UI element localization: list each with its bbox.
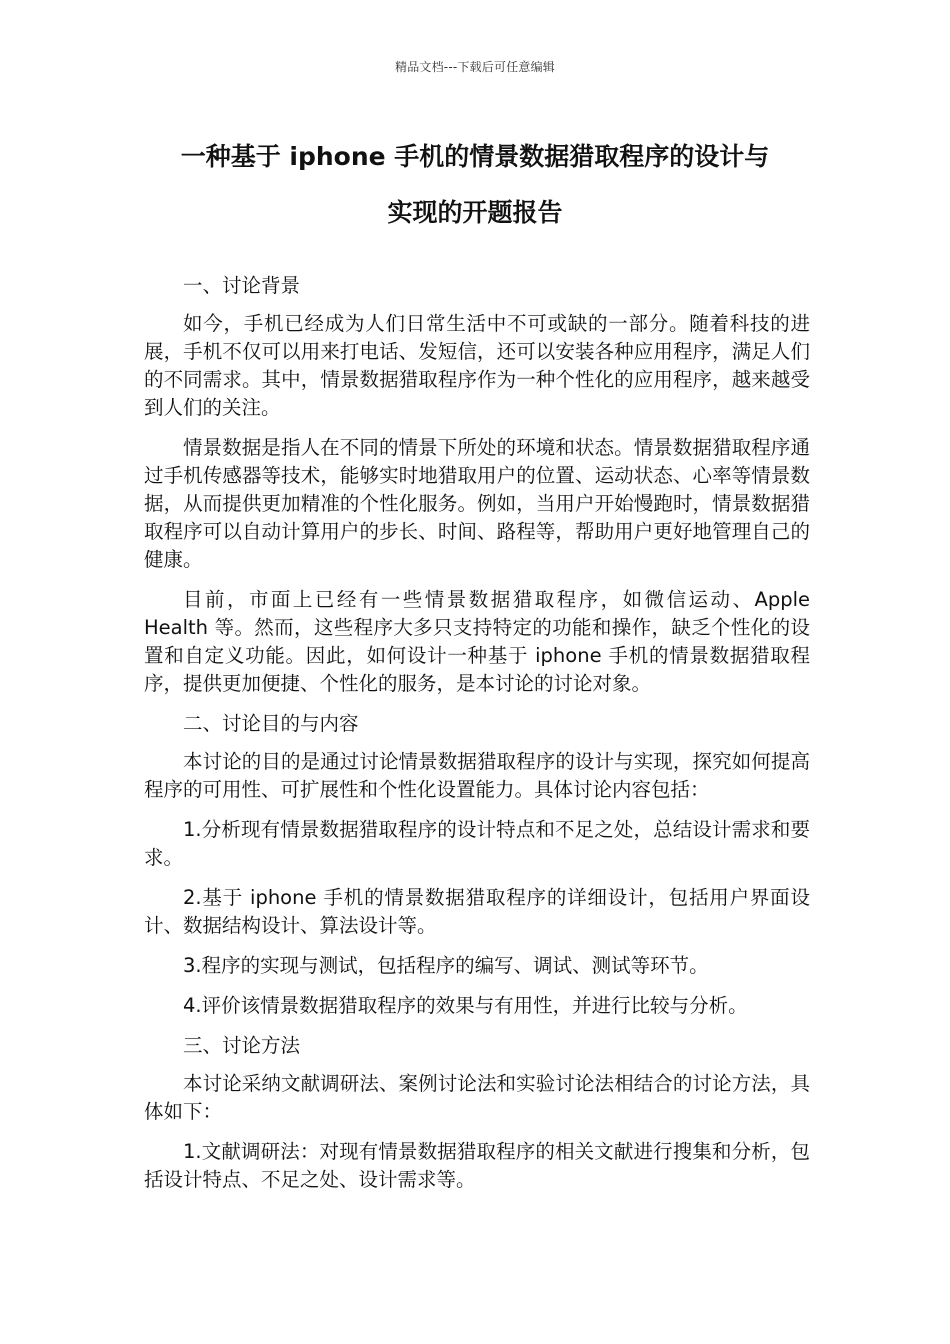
list-item: 1.分析现有情景数据猎取程序的设计特点和不足之处，总结设计需求和要求。 [144,818,810,869]
section-heading-method: 三、讨论方法 [183,1034,301,1057]
document-body [144,272,810,1206]
paragraph: 如今，手机已经成为人们日常生活中不可或缺的一部分。随着科技的进展，手机不仅可以用来打电话、发短信，还可以安装各种应用程序，满足人们的不同需求。其中，情景数据猎取程序作为一种个性化的应用程序，越来越受到人们的关注。 [144,312,810,419]
paragraph: 本讨论采纳文献调研法、案例讨论法和实验讨论法相结合的讨论方法，具体如下： [144,1072,810,1123]
list-item: 2.基于 iphone 手机的情景数据猎取程序的详细设计，包括用户界面设计、数据结构设计、算法设计等。 [144,886,810,937]
section-heading-purpose: 二、讨论目的与内容 [183,712,359,735]
paragraph: 情景数据是指人在不同的情景下所处的环境和状态。情景数据猎取程序通过手机传感器等技术，能够实时地猎取用户的位置、运动状态、心率等情景数据，从而提供更加精准的个性化服务。例如，当用户开始慢跑时，情景数据猎取程序可以自动计算用户的步长、时间、路程等，帮助用户更好地管理自己的健康。 [144,436,810,571]
document-title-line-2: 实现的开题报告 [387,198,563,227]
list-item: 1.文献调研法：对现有情景数据猎取程序的相关文献进行搜集和分析，包括设计特点、不足之处、设计需求等。 [144,1140,810,1191]
paragraph: 目前，市面上已经有一些情景数据猎取程序，如微信运动、Apple Health 等。然而，这些程序大多只支持特定的功能和操作，缺乏个性化的设置和自定义功能。因此，如何设计一种基于 iphone 手机的情景数据猎取程序，提供更加便捷、个性化的服务，是本讨论的讨论对象。 [144,588,810,695]
list-item: 4.评价该情景数据猎取程序的效果与有用性，并进行比较与分析。 [183,994,748,1017]
document-title-line-1: 一种基于 iphone 手机的情景数据猎取程序的设计与 [180,142,770,171]
section-heading-background: 一、讨论背景 [183,274,301,297]
list-item: 3.程序的实现与测试，包括程序的编写、调试、测试等环节。 [183,954,709,977]
paragraph: 本讨论的目的是通过讨论情景数据猎取程序的设计与实现，探究如何提高程序的可用性、可扩展性和个性化设置能力。具体讨论内容包括： [144,750,810,801]
header-note: 精品文档---下载后可任意编辑 [395,60,555,74]
